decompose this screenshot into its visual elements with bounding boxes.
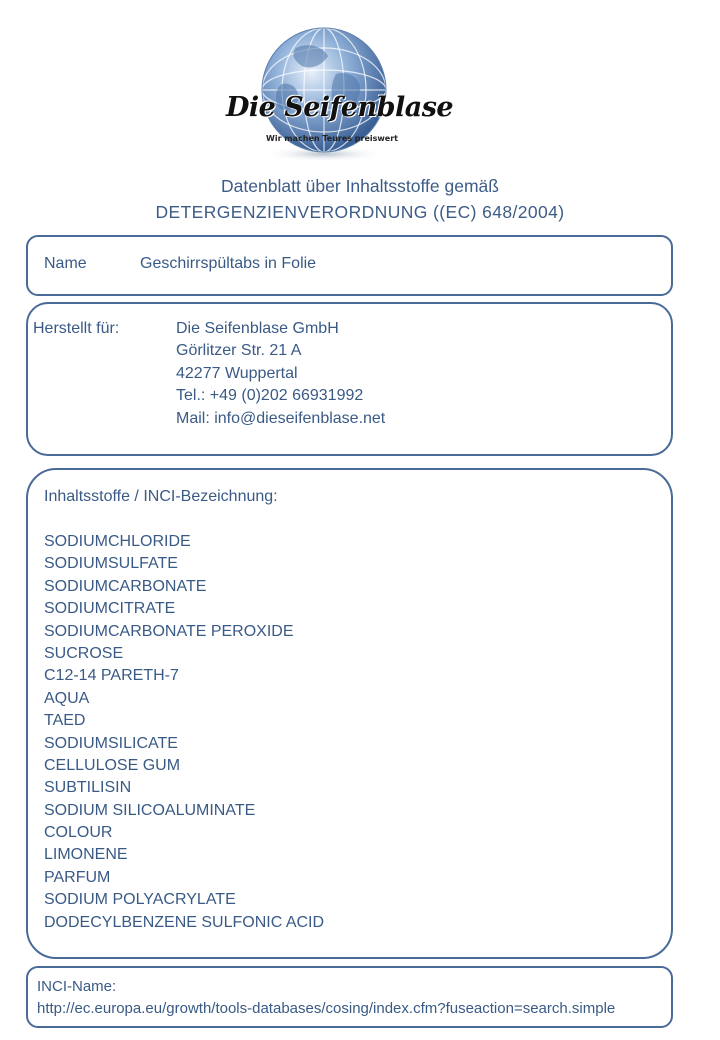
manufacturer-street: Görlitzer Str. 21 A [176, 342, 302, 360]
ingredient-item: SUBTILISIN [44, 779, 132, 797]
ingredients-box [26, 468, 673, 959]
manufacturer-phone: Tel.: +49 (0)202 66931992 [176, 387, 364, 405]
manufacturer-company: Die Seifenblase GmbH [176, 320, 339, 337]
manufacturer-label: Herstellt für: [33, 320, 120, 337]
ingredient-item: SODIUM POLYACRYLATE [44, 891, 236, 909]
ingredient-item: SODIUMCHLORIDE [44, 533, 191, 550]
ingredients-list [44, 531, 324, 934]
ingredient-item: DODECYLBENZENE SULFONIC ACID [44, 913, 325, 931]
document-title: Datenblatt über Inhaltsstoffe gemäß [221, 176, 499, 196]
ingredient-item: TAED [44, 712, 86, 730]
ingredient-item: COLOUR [44, 824, 113, 842]
ingredients-heading: Inhaltsstoffe / INCI-Bezeichnung: [44, 488, 278, 505]
ingredient-item: SODIUMCARBONATE [44, 577, 207, 595]
manufacturer-address [176, 318, 385, 430]
logo-tagline: Wir machen Teures preiswert [266, 134, 398, 143]
ingredient-item: SODIUMCITRATE [44, 600, 176, 618]
product-name-box [26, 235, 673, 296]
manufacturer-box [26, 302, 673, 456]
ingredient-item: SODIUMSULFATE [44, 555, 178, 573]
manufacturer-city: 42277 Wuppertal [176, 364, 298, 382]
ingredient-item: LIMONENE [44, 846, 128, 864]
ingredient-item: SODIUMCARBONATE PEROXIDE [44, 622, 294, 640]
logo-name: Die Seifenblase [226, 92, 454, 123]
ingredient-item: SODIUM SILICOALUMINATE [44, 801, 256, 819]
inci-box [26, 966, 673, 1028]
document-subtitle: DETERGENZIENVERORDNUNG ((EC) 648/2004) [155, 202, 565, 222]
manufacturer-email: Mail: info@dieseifenblase.net [176, 409, 386, 427]
company-logo [226, 26, 454, 164]
ingredient-item: AQUA [44, 689, 90, 707]
product-name-label: Name [44, 255, 87, 272]
ingredient-item: PARFUM [44, 868, 111, 886]
inci-label: INCI-Name: [37, 978, 117, 995]
ingredient-item: CELLULOSE GUM [44, 756, 181, 774]
ingredient-item: C12-14 PARETH-7 [44, 667, 179, 685]
ingredient-item: SUCROSE [44, 644, 124, 662]
inci-url-link[interactable]: http://ec.europa.eu/growth/tools-databases/cosing/index.cfm?fuseaction=search.simple [37, 1000, 616, 1017]
ingredient-item: SODIUMSILICATE [44, 734, 178, 752]
product-name-value: Geschirrspültabs in Folie [140, 255, 317, 272]
